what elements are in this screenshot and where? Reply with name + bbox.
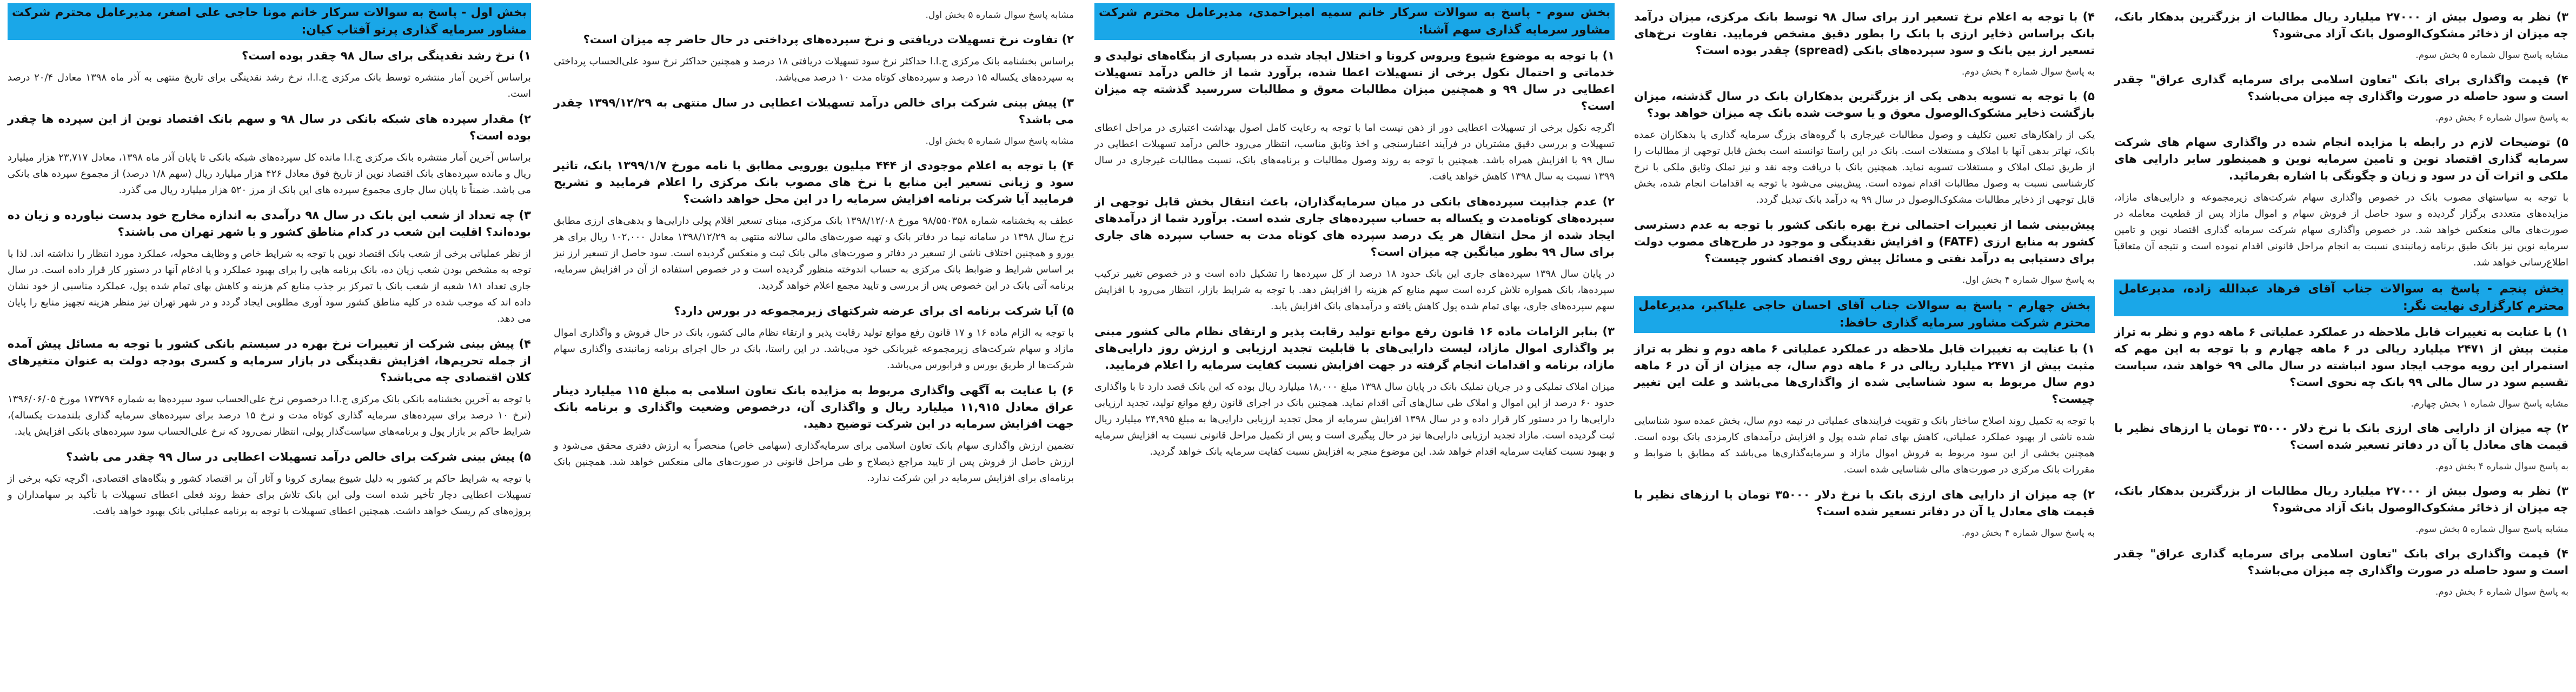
question-heading: ۲) چه میزان از دارایی های ارزی بانک با نرخ دلار ۳۵۰۰۰ تومان یا ارزهای نظیر با قیمت های معادل یا آن در دفاتر تسعیر شده است؟ <box>2114 422 2568 451</box>
question-heading: ۲) تفاوت نرخ تسهیلات دریافتی و نرخ سپرده‌های پرداختی در حال حاضر چه میزان است؟ <box>583 33 1074 46</box>
column-1 <box>0 0 541 692</box>
answer-paragraph: تضمین ارزش واگذاری سهام بانک تعاون اسلامی برای سرمایه‌گذاری (سهامی خاص) منحصراً به ارزش دفتری محقق می‌شود و ارزش حاصل از فروش پس از تایید مراجع ذیصلاح و طی مراحل قانونی در صورت‌های مالی منعکس خواهد شد. همچنین بانک برنامه‌ای برای افزایش سرمایه در این شرکت ندارد. <box>554 440 1074 484</box>
answer-paragraph: با توجه به الزام ماده ۱۶ و ۱۷ قانون رفع موانع تولید رقابت پذیر و ارتقاء نظام مالی کشور، بانک در حال فروش و واگذاری اموال مازاد و سهام شرکت‌های زیرمجموعه غیربانکی خود می‌باشد. در این راستا، بانک در حال اجرای برنامه زمانبندی واگذاری سهام شرکت‌ها از طریق بورس و فرابورس می‌باشد. <box>554 327 1074 371</box>
question-heading: ۴) با توجه به اعلام نرخ تسعیر ارز برای سال ۹۸ توسط بانک مرکزی، میزان درآمد بانک براساس ذخایر ارزی با بانک را بطور دقیق مشخص فرمایید. تفاوت نرخ‌های تسعیر ارز بین بانک و سود سپرده‌های بانکی (spread) چقدر بوده است؟ <box>1634 10 2095 57</box>
question-heading: ۳) نظر به وصول بیش از ۲۷۰۰۰ میلیارد ریال مطالبات از بزرگترین بدهکار بانک، چه میزان از ذخائر مشکوک‌الوصول بانک آزاد می‌شود؟ <box>2114 10 2568 40</box>
answer-paragraph: براساس آخرین آمار منتشره توسط بانک مرکزی ج.ا.ا، نرخ رشد نقدینگی برای تاریخ منتهی به آذر ماه ۱۳۹۸ معادل ۲۰/۴ درصد است. <box>8 72 531 99</box>
question-heading: ۲) عدم جذابیت سپرده‌های بانکی در میان سرمایه‌گذاران، باعث انتقال بخش قابل توجهی از سپرده‌های کوتاه‌مدت و یکساله به حساب سپرده‌های جاری شده است. برآورد شما از درآمدهای ایجاد شده از محل انتقال هر یک درصد سپرده های کوتاه مدت به حساب سپرده های جاری برای سال ۹۹ بطور میانگین چه میزان است؟ <box>1094 195 1615 258</box>
answer-paragraph: با توجه به تکمیل روند اصلاح ساختار بانک و تقویت فرایندهای عملیاتی در نیمه دوم سال، بخش عمده سود شناسایی شده ناشی از بهبود عملکرد عملیاتی، کاهش بهای تمام شده پول و افزایش درآمدهای کارمزدی بانک بوده است. همچنین بخشی از این سود مربوط به فروش اموال مازاد و سرمایه‌گذاری‌ها می‌باشد که مطابق با ضوابط و مقررات بانک مرکزی در صورت‌های مالی شناسایی شده است. <box>1634 415 2095 475</box>
question-heading: ۴) قیمت واگذاری برای بانک "تعاون اسلامی برای سرمایه گذاری عراق" چقدر است و سود حاصله در صورت واگذاری چه میزان می‌باشد؟ <box>2114 547 2568 577</box>
question-heading: ۴) قیمت واگذاری برای بانک "تعاون اسلامی برای سرمایه گذاری عراق" چقدر است و سود حاصله در صورت واگذاری چه میزان می‌باشد؟ <box>2114 73 2568 103</box>
column-4 <box>1626 0 2102 692</box>
column-2 <box>546 0 1081 692</box>
question-heading: ۱) نرخ رشد نقدینگی برای سال ۹۸ چقدر بوده است؟ <box>242 49 531 62</box>
question-heading: پیش‌بینی شما از تغییرات احتمالی نرخ بهره بانکی کشور با توجه به عدم دسترسی کشور به منابع ارزی (FATF) و افزایش نقدینگی و موجود در طرح‌های مصوب دولت برای دستیابی به درآمد نفتی و مسائل پیش روی اقتصاد کشور چیست؟ <box>1634 218 2095 265</box>
answer-paragraph: با توجه به سیاستهای مصوب بانک در خصوص واگذاری سهام شرکت‌های زیرمجموعه و دارایی‌های مازاد، مزایده‌های متعددی برگزار گردیده و سود حاصل از فروش سهام و اموال مازاد پس از قطعیت معامله در صورت‌های مالی منعکس خواهد شد. در خصوص واگذاری سهام شرکت سرمایه گذاری اقتصاد نوین و تامین سرمایه نوین نیز بانک طبق برنامه زمانبندی نسبت به انجام مراحل قانونی اقدام نموده است و نتیجه آن متعاقباً اطلاع‌رسانی خواهد شد. <box>2114 192 2568 268</box>
reference-note: به پاسخ سوال شماره ۴ بخش دوم. <box>2435 461 2568 472</box>
reference-note: به پاسخ سوال شماره ۴ بخش دوم. <box>1961 66 2095 77</box>
question-heading: ۵) آیا شرکت برنامه ای برای عرضه شرکتهای زیرمجموعه در بورس دارد؟ <box>674 304 1074 317</box>
reference-note: مشابه پاسخ سوال شماره ۵ بخش اول. <box>925 10 1074 21</box>
question-heading: ۱) با عنایت به تغییرات قابل ملاحظه در عملکرد عملیاتی ۶ ماهه دوم و نظر به تراز مثبت بیش از ۲۴۷۱ میلیارد ریالی در ۶ ماهه دوم سال، چه میزان از آن در ۶ ماهه دوم سال مربوط به سود شناسایی شده از واگذاری‌ها می‌باشد و علت این تغییر چیست؟ <box>1634 342 2095 405</box>
question-heading: ۲) مقدار سپرده های شبکه بانکی در سال ۹۸ و سهم بانک اقتصاد نوین از این سپرده ها چقدر بوده است؟ <box>8 112 531 142</box>
question-heading: ۳) پیش بینی شرکت برای خالص درآمد تسهیلات اعطایی در سال منتهی به ۱۳۹۹/۱۲/۲۹ چقدر می باشد؟ <box>554 96 1074 126</box>
reference-note: به پاسخ سوال شماره ۴ بخش اول. <box>1962 275 2095 285</box>
answer-paragraph: در پایان سال ۱۳۹۸ سپرده‌های جاری این بانک حدود ۱۸ درصد از کل سپرده‌ها را تشکیل داده است و در خصوص تغییر ترکیب سپرده‌ها، بانک همواره تلاش کرده است سهم منابع کم هزینه را افزایش دهد. با توجه به شرایط بازار، انتظار می‌رود با افزایش سهم سپرده‌های جاری، بهای تمام شده پول کاهش یافته و درآمدهای بانک افزایش یابد. <box>1094 268 1615 312</box>
answer-paragraph: میزان املاک تملیکی و در جریان تملیک بانک در پایان سال ۱۳۹۸ مبلغ ۱۸,۰۰۰ میلیارد ریال بوده که این بانک قصد دارد تا با واگذاری حدود ۶۰ درصد از این اموال و املاک طی سال‌های آتی اقدام نماید. همچنین بانک در اجرای قانون رفع موانع تولید، تجدید ارزیابی دارایی‌ها را در دستور کار قرار داده و در سال ۱۳۹۸ افزایش سرمایه از محل تجدید ارزیابی دارایی‌ها به مبلغ ۲۴,۹۹۵ میلیارد ریال ثبت گردیده است. مازاد تجدید ارزیابی دارایی‌ها نیز در حال پیگیری است و پس از تکمیل مراحل قانونی نسبت به افزایش سرمایه و بهبود نسبت کفایت سرمایه اقدام خواهد شد. این موضوع منجر به افزایش نسبت کفایت سرمایه بانک خواهد گردید. <box>1094 381 1615 457</box>
answer-paragraph: براساس آخرین آمار منتشره بانک مرکزی ج.ا.ا مانده کل سپرده‌های شبکه بانکی تا پایان آذر ماه ۱۳۹۸، معادل ۲۳,۷۱۷ هزار میلیارد ریال و مانده سپرده‌های بانک اقتصاد نوین از تاریخ فوق معادل ۴۲۶ هزار میلیارد ریال (سهم ۱/۸ درصد) از مجموع سپرده های بانکی می باشد. ضمناً تا پایان سال جاری مجموع سپرده های این بانک از مرز ۵۲۰ هزار میلیارد ریال می گذرد. <box>8 152 532 196</box>
section-banner: بخش پنجم - پاسخ به سوالات جناب آقای فرهاد عبدالله زاده، مدیرعامل محترم کارگزاری نهایت نگر: <box>2114 280 2568 316</box>
reference-note: مشابه پاسخ سوال شماره ۵ بخش اول. <box>925 136 1074 147</box>
reference-note: مشابه پاسخ سوال شماره ۵ بخش سوم. <box>2415 524 2568 535</box>
column-3 <box>1087 0 1622 692</box>
question-heading: ۵) پیش بینی شرکت برای خالص درآمد تسهیلات اعطایی در سال ۹۹ چقدر می باشد؟ <box>66 450 531 463</box>
section-banner: بخش اول - پاسخ به سوالات سرکار خانم مونا حاجی علی اصغر، مدیرعامل محترم شرکت مشاور سرمایه گذاری پرتو آفتاب کیان: <box>8 3 531 40</box>
question-heading: ۵) با توجه به تسویه بدهی یکی از بزرگترین بدهکاران بانک در سال گذشته، میزان بازگشت ذخایر مشکوک‌الوصول معوق و یا سوخت شده بانک چه میزان خواهد بود؟ <box>1634 90 2095 119</box>
column-5 <box>2107 0 2576 692</box>
question-heading: ۴) پیش بینی شرکت از تغییرات نرخ بهره در سیستم بانکی کشور با توجه به مسائل پیش آمده از جمله تحریم‌ها، افزایش نقدینگی در بازار سرمایه و کسری بودجه دولت به عنوان متغیرهای کلان اقتصادی چه می‌باشد؟ <box>8 337 531 384</box>
question-heading: ۳) بنابر الزامات ماده ۱۶ قانون رفع موانع تولید رقابت پذیر و ارتقای نظام مالی کشور مبنی بر واگذاری اموال مازاد، لیست دارایی‌های با قابلیت تجدید ارزیابی و ارزش روز دارایی‌های مازاد، برنامه و اقدامات انجام گرفته در جهت افزایش نسبت کفایت سرمایه را اعلام فرمایید. <box>1094 325 1615 371</box>
question-heading: ۱) با عنایت به تغییرات قابل ملاحظه در عملکرد عملیاتی ۶ ماهه دوم و نظر به تراز مثبت بیش از ۲۴۷۱ میلیارد ریالی در ۶ ماهه چهارم و با توجه به این مهم که استمرار این رویه موجب ایجاد سود انباشته در سال مالی ۹۹ خواهد شد، سیاست تقسیم سود در سال مالی ۹۹ بانک چه نحوی است؟ <box>2114 325 2568 389</box>
answer-paragraph: با توجه به آخرین بخشنامه بانکی بانک مرکزی ج.ا.ا درخصوص نرخ علی‌الحساب سود سپرده‌ها به شماره ۱۷۳۷۹۶ مورخ ۱۳۹۶/۰۶/۰۵ (نرخ ۱۰ درصد برای سپرده‌های سرمایه گذاری کوتاه مدت و نرخ ۱۵ درصد برای سپرده‌های سرمایه گذاری بلندمدت یکساله)، شرایط حاکم بر بازار پول و برنامه‌های سیاست‌گذار پولی، انتظار نمی‌رود که نرخ علی‌الحساب سود سپرده‌های بانکی افزایش یابد. <box>8 394 532 437</box>
answer-paragraph: از نظر عملیاتی برخی از شعب بانک اقتصاد نوین با توجه به شرایط خاص و وظایف محوله، عملکرد مورد انتظار را نداشته اند. لذا با توجه به مشخص بودن شعب زیان ده، بانک برنامه هایی را برای بهبود عملکرد و یا ادغام آنها در دستور کار قرار داده است. در سال جاری تعداد ۱۸۱ شعبه از شعب بانک با تمرکز بر جذب منابع کم هزینه و کاهش بهای تمام شده پول، عملکرد مناسبی از خود نشان داده اند که موجب شده در کلیه مناطق کشور سود آوری مطلوبی ایجاد گردد و در شهر تهران نیز منظر هزینه تجهیز منابع را پایان می دهد. <box>8 248 531 324</box>
question-heading: ۵) توضیحات لازم در رابطه با مزایده انجام شده در واگذاری سهام های شرکت سرمایه گذاری اقتصاد نوین و تامین سرمایه نوین و همینطور سایر دارایی های ملکی و اثرات آن در سود و زیان و چگونگی با اشاره بفرمائید. <box>2114 136 2568 182</box>
reference-note: به پاسخ سوال شماره ۶ بخش دوم. <box>2435 112 2568 123</box>
answer-paragraph: یکی از راهکارهای تعیین تکلیف و وصول مطالبات غیرجاری با گروه‌های بزرگ سرمایه گذاری یا بدهکاران عمده بانک، تهاتر بدهی آنها با املاک و مستغلات است. بانک در این راستا توانسته است بخش قابل توجهی از مطالبات را از طریق تملک املاک و مستغلات تسویه نماید. همچنین بانک با دریافت وجه نقد و نیز تملک وثایق ملکی با نرخ کارشناسی نسبت به وصول مطالبات اقدام نموده است. پیش‌بینی می‌شود با توجه به اقدامات انجام شده، بخش قابل توجهی از ذخایر مطالبات مشکوک‌الوصول در سال ۹۹ به درآمد بانک تبدیل گردد. <box>1634 129 2095 205</box>
answer-paragraph: براساس بخشنامه بانک مرکزی ج.ا.ا حداکثر نرخ سود تسهیلات دریافتی ۱۸ درصد و همچنین حداکثر نرخ سود علی‌الحساب پرداختی به سپرده‌های یکساله ۱۵ درصد و سپرده‌های کوتاه مدت ۱۰ درصد می‌باشد. <box>554 56 1074 83</box>
answer-paragraph: عطف به بخشنامه شماره ۹۸/۵۵۰۳۵۸ مورخ ۱۳۹۸/۱۲/۰۸ بانک مرکزی، مبنای تسعیر اقلام پولی دارایی‌ها و بدهی‌های ارزی مطابق نرخ سال ۱۳۹۸ در سامانه نیما در دفاتر بانک و تهیه صورت‌های مالی سالانه منتهی به ۱۳۹۸/۱۲/۲۹ معادل ۱۰۲,۰۰۰ ریال برای هر یورو و همچنین اختلاف ناشی از تسعیر در دفاتر و صورت‌های مالی بانک ثبت و منعکس گردیده است. سود حاصل از تسعیر ارز نیز بر اساس شرایط و ضوابط بانک مرکزی به حساب اندوخته منظور گردیده است و در خصوص استفاده از آن در افزایش سرمایه، برنامه آتی بانک در این خصوص پس از بررسی و تایید مجمع اعلام خواهد گردید. <box>554 215 1074 291</box>
section-banner: بخش سوم - پاسخ به سوالات سرکار خانم سمیه امیراحمدی، مدیرعامل محترم شرکت مشاور سرمایه گذاری سهم آشنا: <box>1094 3 1615 40</box>
question-heading: ۱) با توجه به موضوع شیوع ویروس کرونا و اختلال ایجاد شده در بسیاری از بنگاه‌های تولیدی و خدماتی و احتمال نکول برخی از تسهیلات اعطا شده، برآورد شما از خالص درآمد تسهیلات اعطایی در سال ۹۹ و همچنین میزان مطالبات معوق و مطالبات سررسید گذشته چه میزان است؟ <box>1094 49 1615 112</box>
reference-note: به پاسخ سوال شماره ۴ بخش دوم. <box>1961 528 2095 538</box>
answer-paragraph: اگرچه نکول برخی از تسهیلات اعطایی دور از ذهن نیست اما با توجه به رعایت کامل اصول بهداشت اعتباری در مراحل اعطای تسهیلات و بررسی دقیق مشتریان در فرآیند اعتبارسنجی و اخذ وثایق مناسب، انتظار می‌رود خالص درآمد تسهیلات اعطایی در سال ۹۹ با افزایش همراه باشد. همچنین با توجه به روند وصول مطالبات و برنامه‌های بانک، نسبت مطالبات غیرجاری در سال ۱۳۹۹ نسبت به سال ۱۳۹۸ کاهش خواهد یافت. <box>1094 122 1615 182</box>
question-heading: ۶) با عنایت به آگهی واگذاری مربوط به مزایده بانک تعاون اسلامی به مبلغ ۱۱۵ میلیارد دینار عراق معادل ۱۱,۹۱۵ میلیارد ریال و واگذاری آن، درخصوص وضعیت واگذاری و برنامه بانک جهت افزایش سرمایه در این شرکت توضیح دهید. <box>554 384 1074 430</box>
question-heading: ۴) با توجه به اعلام موجودی از ۴۴۴ میلیون یورویی مطابق با نامه مورخ ۱۳۹۹/۱/۷ بانک، تاثیر سود و زیانی تسعیر این منابع با نرخ های مصوب بانک مرکزی را اعلام فرمایید و تشریح فرمایید آیا شرکت برنامه افزایش سرمایه را در این محل خواهد داشت؟ <box>554 159 1074 205</box>
reference-note: مشابه پاسخ سوال شماره ۱ بخش چهارم. <box>2411 398 2568 409</box>
question-heading: ۲) چه میزان از دارایی های ارزی بانک با نرخ دلار ۳۵۰۰۰ تومان یا ارزهای نظیر با قیمت های معادل یا آن در دفاتر تسعیر شده است؟ <box>1634 488 2095 518</box>
question-heading: ۳) نظر به وصول بیش از ۲۷۰۰۰ میلیارد ریال مطالبات از بزرگترین بدهکار بانک، چه میزان از ذخائر مشکوک‌الوصول بانک آزاد می‌شود؟ <box>2114 484 2568 514</box>
answer-paragraph: با توجه به شرایط حاکم بر کشور به دلیل شیوع بیماری کرونا و آثار آن بر اقتصاد کشور و بنگاه‌های اقتصادی، اگرچه تکیه برخی از تسهیلات اعطایی دچار تأخیر شده است ولی این بانک تلاش برای حفظ روند فعلی اعطای تسهیلات با تأکید بر سهامداران و پروژه‌های کم ریسک خواهد داشت. همچنین اعطای تسهیلات با توجه به برنامه عملیاتی بانک بهبود خواهد یافت. <box>8 473 531 517</box>
reference-note: به پاسخ سوال شماره ۶ بخش دوم. <box>2435 587 2568 597</box>
question-heading: ۳) چه تعداد از شعب این بانک در سال ۹۸ درآمدی به اندازه مخارج خود بدست نیاورده و زیان ده بوده‌اند؟ اقلیت این شعب در کدام مناطق کشور و یا شهر تهران می باشند؟ <box>8 209 531 238</box>
section-banner: بخش چهارم - پاسخ به سوالات جناب آقای احسان حاجی علیاکبر، مدیرعامل محترم شرکت مشاور سرمایه گذاری حافظ: <box>1634 296 2095 333</box>
reference-note: مشابه پاسخ سوال شماره ۵ بخش سوم. <box>2415 50 2568 61</box>
